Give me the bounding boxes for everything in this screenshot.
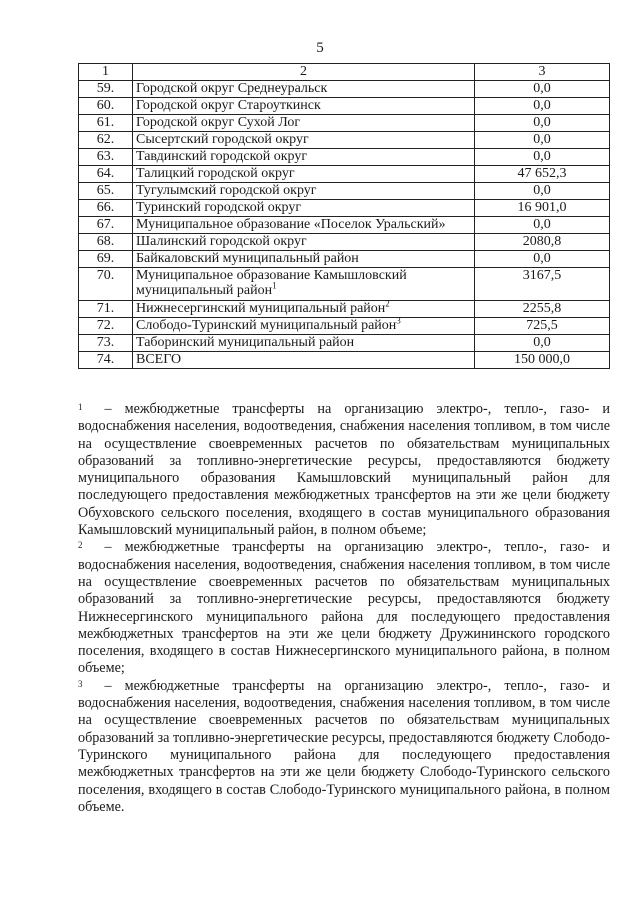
municipality-name-cell (133, 352, 475, 369)
row-number: 63. (79, 149, 133, 166)
row-number: 74. (79, 352, 133, 369)
amount-cell: 150 000,0 (475, 352, 610, 369)
header-col-1: 1 (79, 64, 133, 81)
table-row (79, 268, 610, 301)
row-number: 66. (79, 200, 133, 217)
table-row (79, 149, 610, 166)
municipality-name: Тугулымский городской округ (136, 183, 317, 198)
amount-cell: 725,5 (475, 318, 610, 335)
amount-cell: 0,0 (475, 251, 610, 268)
amount-cell: 47 652,3 (475, 166, 610, 183)
municipality-name: Тавдинский городской округ (136, 149, 308, 164)
municipality-name: Городской округ Сухой Лог (136, 115, 301, 130)
municipality-name-cell (133, 132, 475, 149)
table-row (79, 183, 610, 200)
footnote-3 (78, 678, 610, 816)
footnote-reference: 2 (385, 298, 390, 309)
footnote-2 (78, 539, 610, 677)
footnote-marker: 2 (78, 540, 83, 551)
municipality-name: Слободо-Туринский муниципальный район (136, 318, 397, 333)
municipality-name-cell (133, 183, 475, 200)
budget-table-body (79, 64, 610, 369)
amount-cell: 0,0 (475, 183, 610, 200)
amount-cell: 0,0 (475, 81, 610, 98)
budget-table (78, 63, 610, 369)
footnote-1 (78, 401, 610, 539)
municipality-name-cell (133, 315, 475, 335)
table-row (79, 132, 610, 149)
municipality-name-cell (133, 234, 475, 251)
row-number: 68. (79, 234, 133, 251)
footnote-reference: 3 (396, 315, 401, 326)
municipality-name: Байкаловский муниципальный район (136, 251, 359, 266)
municipality-name-cell (133, 115, 475, 132)
footnotes (78, 401, 610, 816)
row-number: 72. (79, 318, 133, 335)
amount-cell: 3167,5 (475, 268, 610, 301)
municipality-name: ВСЕГО (136, 352, 182, 367)
row-number: 73. (79, 335, 133, 352)
municipality-name: Нижнесергинский муниципальный район (136, 301, 386, 316)
row-number: 70. (79, 268, 133, 301)
municipality-name-cell (133, 200, 475, 217)
row-number: 61. (79, 115, 133, 132)
table-row (79, 234, 610, 251)
table-row (79, 115, 610, 132)
table-row (79, 98, 610, 115)
header-col-3: 3 (475, 64, 610, 81)
municipality-name-cell (133, 298, 475, 318)
municipality-name-cell (133, 149, 475, 166)
row-number: 64. (79, 166, 133, 183)
municipality-name-cell (133, 335, 475, 352)
amount-cell: 0,0 (475, 115, 610, 132)
municipality-name: Туринский городской округ (136, 200, 302, 215)
amount-cell: 16 901,0 (475, 200, 610, 217)
amount-cell: 0,0 (475, 335, 610, 352)
municipality-name-cell (133, 98, 475, 115)
amount-cell: 0,0 (475, 217, 610, 234)
municipality-name: Сысертский городской округ (136, 132, 309, 147)
amount-cell: 0,0 (475, 132, 610, 149)
page-number: 5 (316, 40, 324, 56)
row-number: 62. (79, 132, 133, 149)
table-row (79, 217, 610, 234)
footnote-marker: 1 (78, 402, 83, 412)
table-row (79, 335, 610, 352)
amount-cell: 2255,8 (475, 301, 610, 318)
municipality-name: Муниципальное образование «Поселок Уральский» (136, 217, 446, 232)
municipality-name: Муниципальное образование Камышловский муниципальный район (136, 268, 407, 298)
municipality-name-cell (133, 217, 475, 234)
footnote-text: – межбюджетные трансферты на организацию электро-, тепло-, газо- и водоснабжения населения, водоотведения, снабжения населения топливом, в том числе на осуществление своевременных расчетов по обязательствам муниципальных образований за топливно-энергетические ресурсы, предоставляются бюджету Нижнесергинского муниципального района для последующего предоставления межбюджетных трансфертов на эти же цели бюджету Дружининского городского поселения, входящего в состав Нижнесергинского муниципального района, в полном объеме; (78, 539, 610, 677)
row-number: 65. (79, 183, 133, 200)
table-header-row (79, 64, 610, 81)
table-row (79, 301, 610, 318)
municipality-name-cell (133, 81, 475, 98)
footnote-text: – межбюджетные трансферты на организацию электро-, тепло-, газо- и водоснабжения населения, водоотведения, снабжения населения топливом, в том числе на осуществление своевременных расчетов по обязательствам муниципальных образований за топливно-энергетические ресурсы, предоставляются бюджету муниципального образования Камышловский муниципальный район для последующего предоставления межбюджетных трансфертов на эти же цели бюджету Обуховского сельского поселения, входящего в состав муниципального образования Камышловский муниципальный район, в полном объеме; (78, 401, 610, 539)
row-number: 71. (79, 301, 133, 318)
municipality-name: Городской округ Староуткинск (136, 98, 321, 113)
table-row (79, 166, 610, 183)
header-col-2: 2 (133, 64, 475, 81)
municipality-name: Таборинский муниципальный район (136, 335, 355, 350)
table-row (79, 251, 610, 268)
amount-cell: 0,0 (475, 149, 610, 166)
municipality-name-cell (133, 268, 475, 301)
municipality-name: Талицкий городской округ (136, 166, 295, 181)
row-number: 59. (79, 81, 133, 98)
municipality-name-cell (133, 251, 475, 268)
amount-cell: 0,0 (475, 98, 610, 115)
row-number: 60. (79, 98, 133, 115)
table-row (79, 200, 610, 217)
table-row (79, 318, 610, 335)
table-row (79, 81, 610, 98)
municipality-name: Городской округ Среднеуральск (136, 81, 328, 96)
amount-cell: 2080,8 (475, 234, 610, 251)
municipality-name: Шалинский городской округ (136, 234, 307, 249)
table-row (79, 352, 610, 369)
footnote-reference: 1 (272, 280, 277, 291)
row-number: 67. (79, 217, 133, 234)
footnote-marker: 3 (78, 678, 83, 689)
row-number: 69. (79, 251, 133, 268)
footnote-text: – межбюджетные трансферты на организацию электро-, тепло-, газо- и водоснабжения населения, водоотведения, снабжения населения топливом, в том числе на осуществление своевременных расчетов по обязательствам муниципальных образований за топливно-энергетические ресурсы, предоставляются бюджету Слободо-Туринского муниципального района для последующего предоставления межбюджетных трансфертов на эти же цели бюджету Слободо-Туринского сельского поселения, входящего в состав Слободо-Туринского муниципального района, в полном объеме. (78, 677, 610, 815)
municipality-name-cell (133, 166, 475, 183)
